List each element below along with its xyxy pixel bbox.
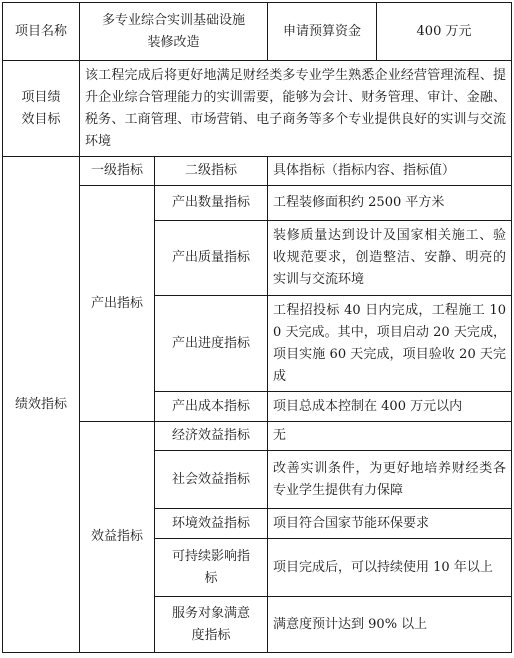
indicator-name: 服务对象满意度指标 xyxy=(155,597,268,653)
indicator-value: 满意度预计达到 90% 以上 xyxy=(268,597,512,653)
indicators-label: 绩效指标 xyxy=(3,157,80,653)
goal-row xyxy=(3,61,512,157)
indicator-name: 产出数量指标 xyxy=(155,186,268,221)
table-row xyxy=(3,186,512,221)
performance-table xyxy=(2,2,512,653)
indicator-header-row xyxy=(3,157,512,186)
benefit-label: 效益指标 xyxy=(80,422,155,653)
specific-header: 具体指标（指标内容、指标值） xyxy=(268,157,512,186)
goal-text: 该工程完成后将更好地满足财经类多专业学生熟悉企业经营管理流程、提升企业综合管理能力的实训需要，能够为会计、财务管理、审计、金融、税务、工商管理、市场营销、电子商务等多个专业提供良好的实训与交流环境 xyxy=(80,61,512,157)
project-name-label: 项目名称 xyxy=(3,3,80,61)
indicator-name: 产出进度指标 xyxy=(155,296,268,392)
project-name-value: 多专业综合实训基础设施装修改造 xyxy=(80,3,268,61)
table-row xyxy=(3,422,512,451)
level1-header: 一级指标 xyxy=(80,157,155,186)
indicator-value: 改善实训条件，为更好地培养财经类各专业学生提供有力保障 xyxy=(268,451,512,509)
indicator-value: 工程招投标 40 日内完成，工程施工 100 天完成。其中，项目启动 20 天完成，项目实施 60 天完成，项目验收 20 天完成 xyxy=(268,296,512,392)
indicator-name: 社会效益指标 xyxy=(155,451,268,509)
indicator-value: 项目完成后，可以持续使用 10 年以上 xyxy=(268,539,512,597)
indicator-value: 项目符合国家节能环保要求 xyxy=(268,509,512,539)
indicator-value: 项目总成本控制在 400 万元以内 xyxy=(268,392,512,422)
level2-header: 二级指标 xyxy=(155,157,268,186)
output-label: 产出指标 xyxy=(80,186,155,422)
budget-label: 申请预算资金 xyxy=(268,3,377,61)
budget-value: 400 万元 xyxy=(377,3,512,61)
indicator-value: 装修质量达到设计及国家相关施工、验收规范要求，创造整洁、安静、明亮的实训与交流环境 xyxy=(268,221,512,296)
indicator-name: 可持续影响指标 xyxy=(155,539,268,597)
goal-label: 项目绩效目标 xyxy=(3,61,80,157)
indicator-value: 工程装修面积约 2500 平方米 xyxy=(268,186,512,221)
indicator-name: 产出成本指标 xyxy=(155,392,268,422)
indicator-name: 产出质量指标 xyxy=(155,221,268,296)
indicator-name: 经济效益指标 xyxy=(155,422,268,451)
indicator-value: 无 xyxy=(268,422,512,451)
indicator-name: 环境效益指标 xyxy=(155,509,268,539)
project-info-row xyxy=(3,3,512,61)
